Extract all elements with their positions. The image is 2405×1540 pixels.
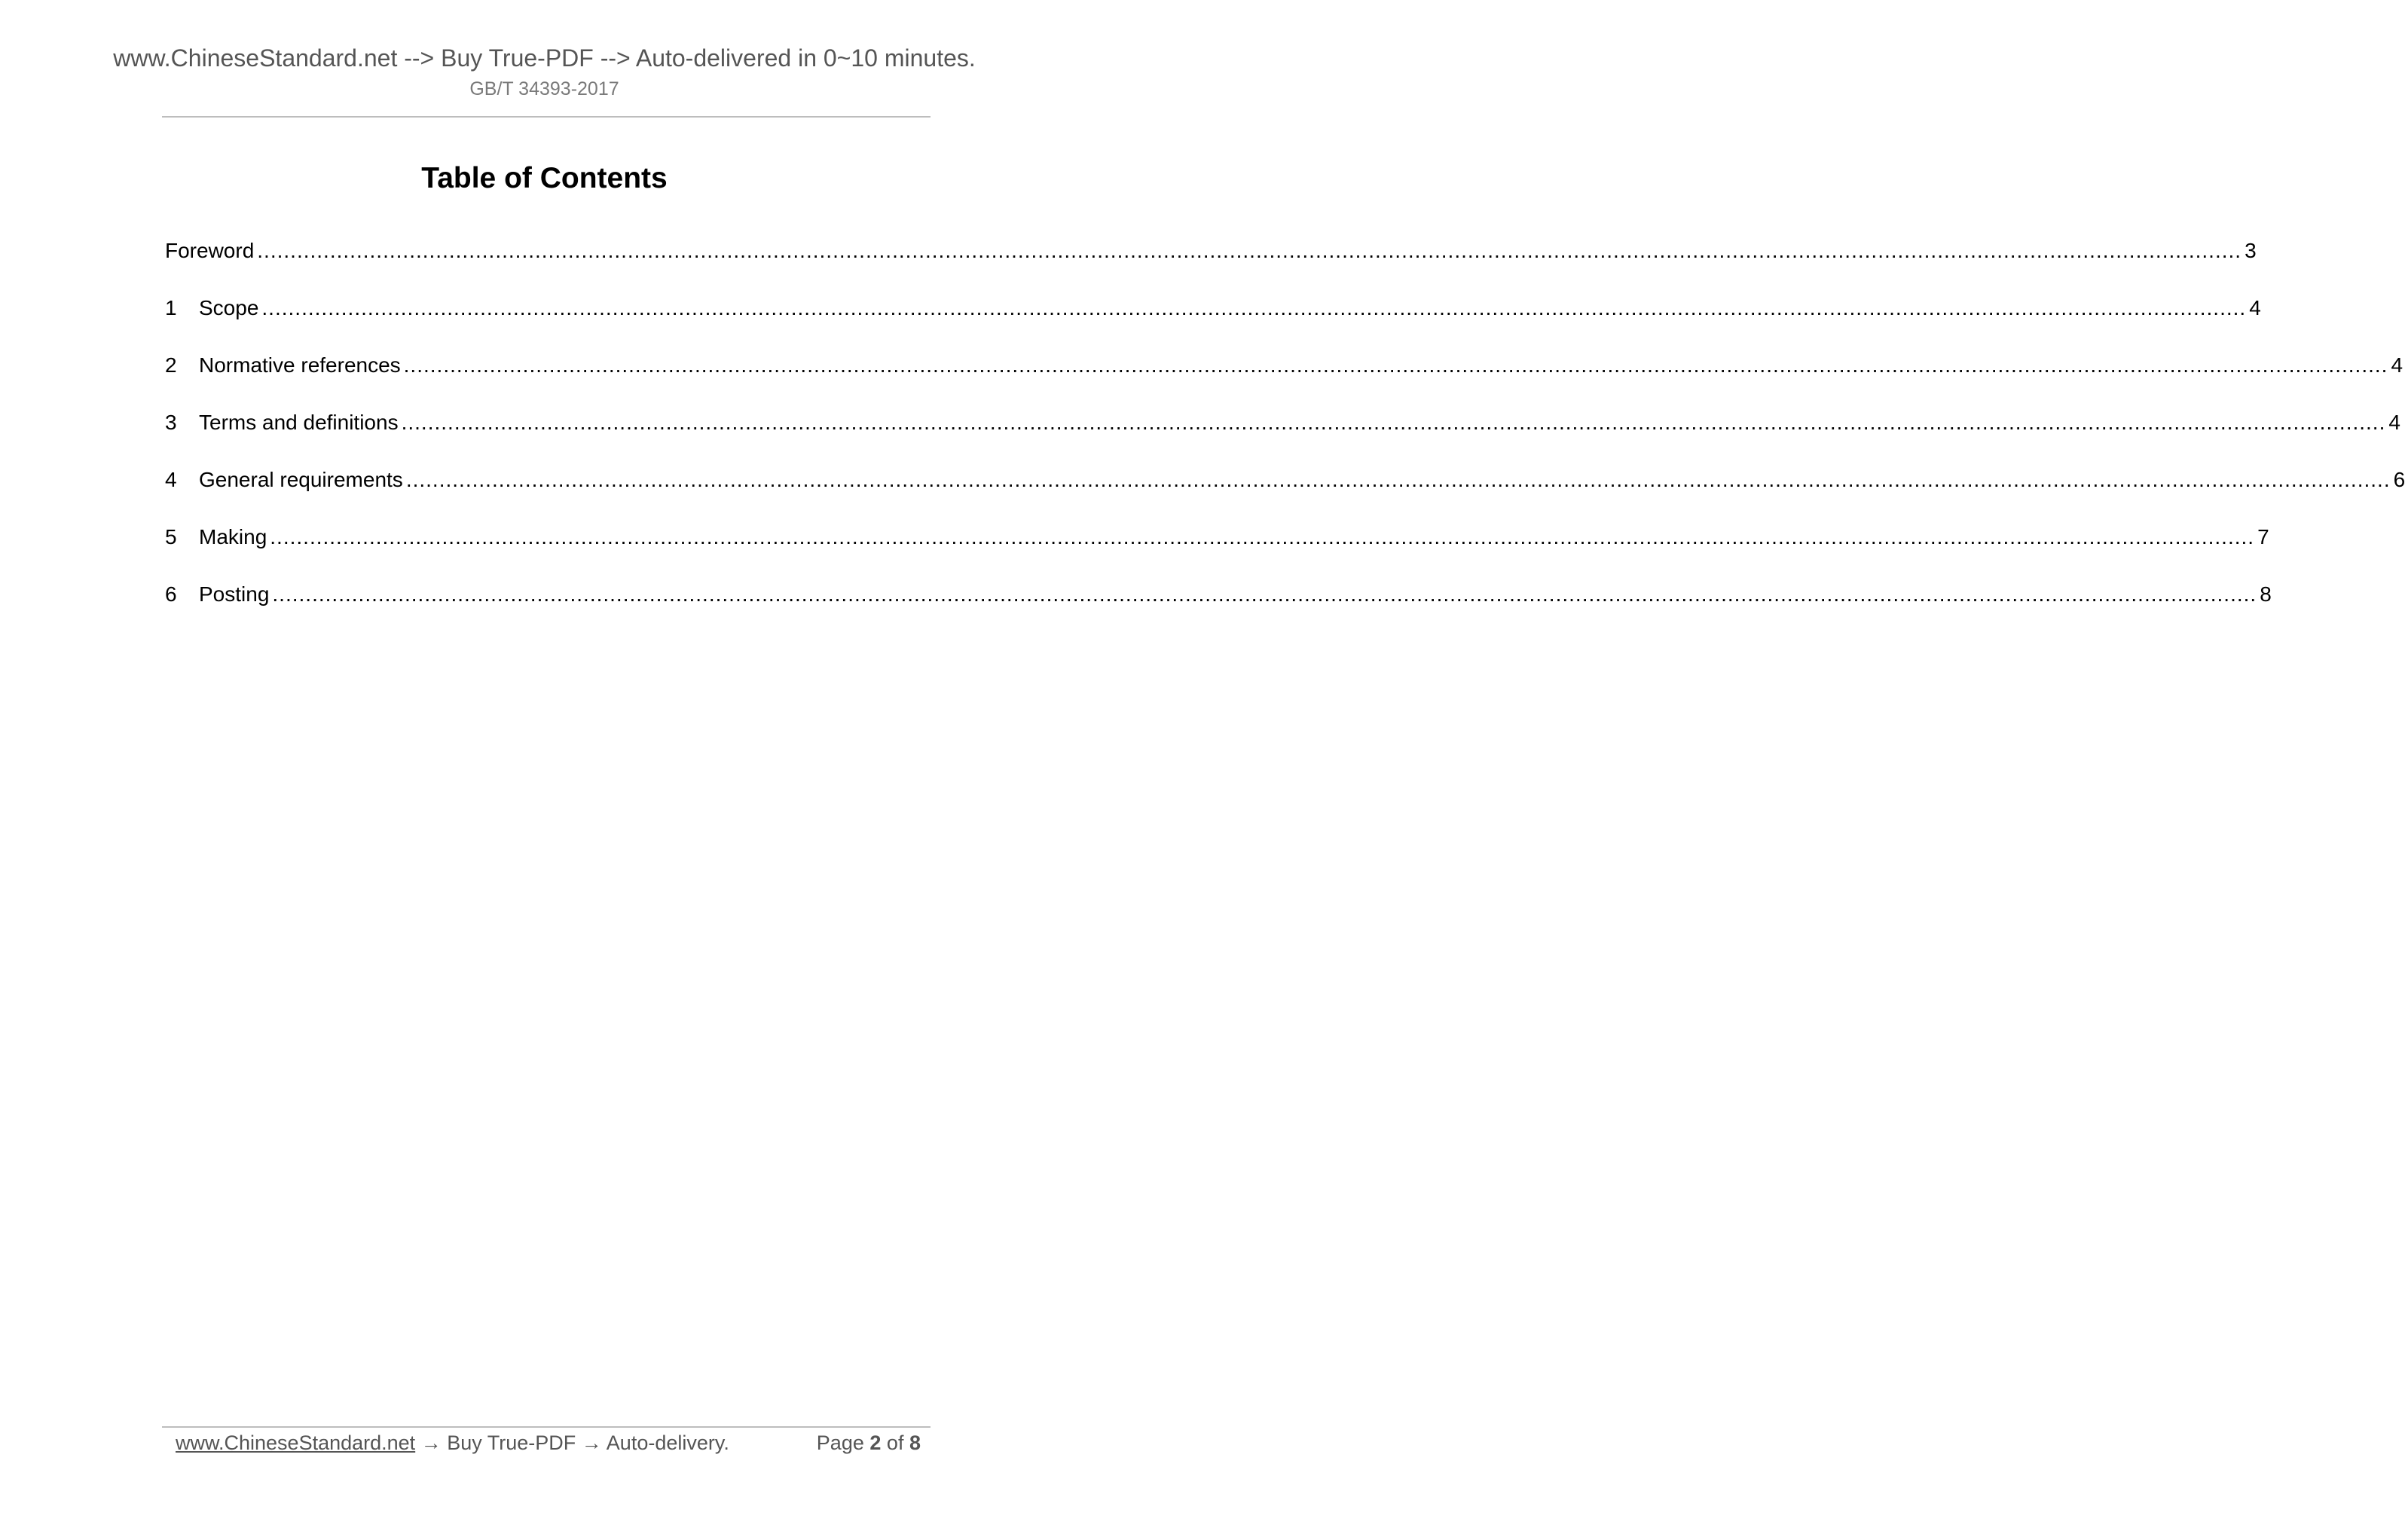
toc-entry-terms-and-definitions[interactable] <box>165 408 2400 465</box>
toc-leader-dots: ............................................................................................................................................................................................................................................................................................................ <box>257 239 2242 262</box>
toc-leader-dots: ............................................................................................................................................................................................................................................................................................................ <box>261 296 2247 319</box>
arrow-right-icon: → <box>581 1432 602 1454</box>
toc-entry-label: Normative references <box>199 353 401 377</box>
footer-divider <box>162 1426 931 1428</box>
toc-entry-scope[interactable] <box>165 293 2261 350</box>
footer-promo <box>176 1429 729 1456</box>
footer-site-link[interactable]: www.ChineseStandard.net <box>176 1432 416 1454</box>
toc-entry-label: Foreword <box>165 239 255 262</box>
toc-leader-dots: ............................................................................................................................................................................................................................................................................................................ <box>403 353 2388 377</box>
toc-entry-page: 3 <box>2245 239 2257 262</box>
footer-delivery-text: Auto-delivery. <box>606 1432 729 1454</box>
toc-entry-number: 1 <box>165 296 177 319</box>
toc-entry-number: 5 <box>165 525 177 548</box>
toc-list <box>165 236 2405 637</box>
toc-entry-label: Scope <box>199 296 259 319</box>
toc-entry-number: 6 <box>165 582 177 606</box>
toc-leader-dots: ............................................................................................................................................................................................................................................................................................................ <box>405 468 2391 491</box>
toc-entry-foreword[interactable] <box>165 236 2257 293</box>
toc-entry-label: General requirements <box>199 468 403 491</box>
toc-entry-normative-references[interactable] <box>165 350 2403 408</box>
toc-entry-label: Terms and definitions <box>199 411 399 434</box>
page-number <box>817 1429 921 1456</box>
of-word: of <box>886 1432 904 1454</box>
total-pages: 8 <box>909 1432 921 1454</box>
page-title: Table of Contents <box>421 162 668 194</box>
toc-entry-page: 4 <box>2249 296 2261 319</box>
toc-entry-number: 4 <box>165 468 177 491</box>
current-page: 2 <box>869 1432 882 1454</box>
top-banner: www.ChineseStandard.net --> Buy True-PDF --> Auto-delivered in 0~10 minutes. <box>113 44 976 72</box>
toc-entry-page: 6 <box>2393 468 2405 491</box>
standard-code: GB/T 34393-2017 <box>469 78 619 99</box>
footer-buy-text: Buy True-PDF <box>447 1432 576 1454</box>
toc-entry-page: 4 <box>2391 353 2403 377</box>
toc-entry-label: Making <box>199 525 267 548</box>
toc-leader-dots: ............................................................................................................................................................................................................................................................................................................ <box>270 525 2255 548</box>
toc-entry-making[interactable] <box>165 522 2269 579</box>
toc-entry-page: 4 <box>2388 411 2400 434</box>
toc-entry-page: 8 <box>2260 582 2272 606</box>
toc-entry-posting[interactable] <box>165 579 2272 637</box>
toc-leader-dots: ............................................................................................................................................................................................................................................................................................................ <box>272 582 2257 606</box>
toc-leader-dots: ............................................................................................................................................................................................................................................................................................................ <box>401 411 2386 434</box>
toc-entry-number: 3 <box>165 411 177 434</box>
header-divider <box>162 116 931 118</box>
toc-entry-number: 2 <box>165 353 177 377</box>
arrow-right-icon: → <box>420 1432 442 1454</box>
toc-entry-page: 7 <box>2257 525 2269 548</box>
toc-entry-label: Posting <box>199 582 270 606</box>
toc-entry-general-requirements[interactable] <box>165 465 2405 522</box>
page-word: Page <box>816 1432 864 1454</box>
